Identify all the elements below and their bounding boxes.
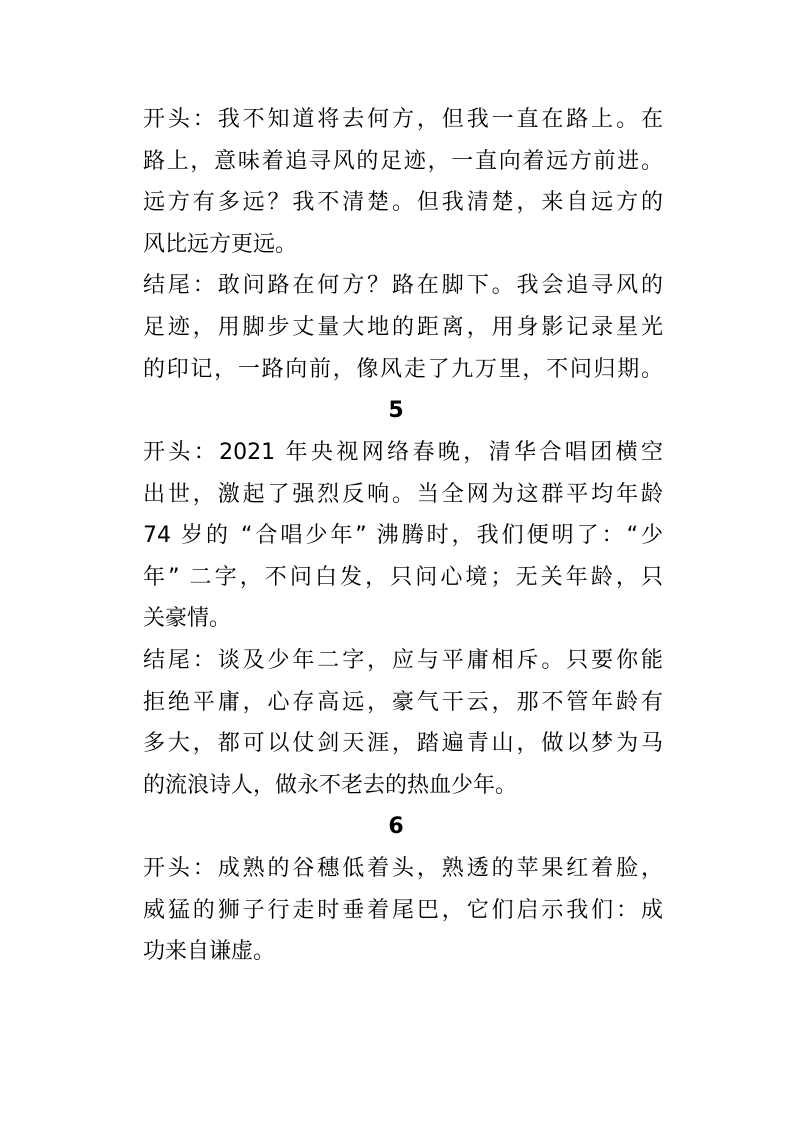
text-line: 路上，意味着追寻风的足迹，一直向着远方前进。	[143, 149, 663, 174]
text-line: 74 岁的 “合唱少年” 沸腾时，我们便明了：“少	[143, 523, 663, 548]
section-number: 6	[388, 814, 404, 839]
text-line: 足迹，用脚步丈量大地的距离，用身影记录星光	[143, 315, 663, 340]
text-line: 多大，都可以仗剑天涯，踏遍青山，做以梦为马	[143, 731, 663, 756]
section-number: 5	[388, 398, 404, 423]
text-line: 风比远方更远。	[143, 232, 298, 257]
text-line: 拒绝平庸，心存高远，豪气干云，那不管年龄有	[143, 690, 663, 715]
text-line: 结尾：谈及少年二字，应与平庸相斥。只要你能	[143, 648, 663, 673]
text-line: 关豪情。	[143, 606, 232, 631]
text-line: 威猛的狮子行走时垂着尾巴，它们启示我们：成	[143, 898, 663, 923]
text-line: 开头：2021 年央视网络春晚，清华合唱团横空	[143, 440, 663, 465]
text-line: 功来自谦虚。	[143, 939, 276, 964]
text-line: 年” 二字，不问白发，只问心境；无关年龄，只	[143, 565, 663, 590]
text-line: 开头：我不知道将去何方，但我一直在路上。在	[143, 107, 663, 132]
text-line: 的印记，一路向前，像风走了九万里，不问归期。	[143, 357, 663, 382]
text-line: 的流浪诗人，做永不老去的热血少年。	[143, 773, 518, 798]
text-line: 出世，激起了强烈反响。当全网为这群平均年龄	[143, 482, 663, 507]
text-line: 远方有多远？我不清楚。但我清楚，来自远方的	[143, 190, 663, 215]
text-line: 开头：成熟的谷穗低着头，熟透的苹果红着脸，	[143, 856, 663, 881]
text-line: 结尾：敢问路在何方？路在脚下。我会追寻风的	[143, 273, 663, 298]
